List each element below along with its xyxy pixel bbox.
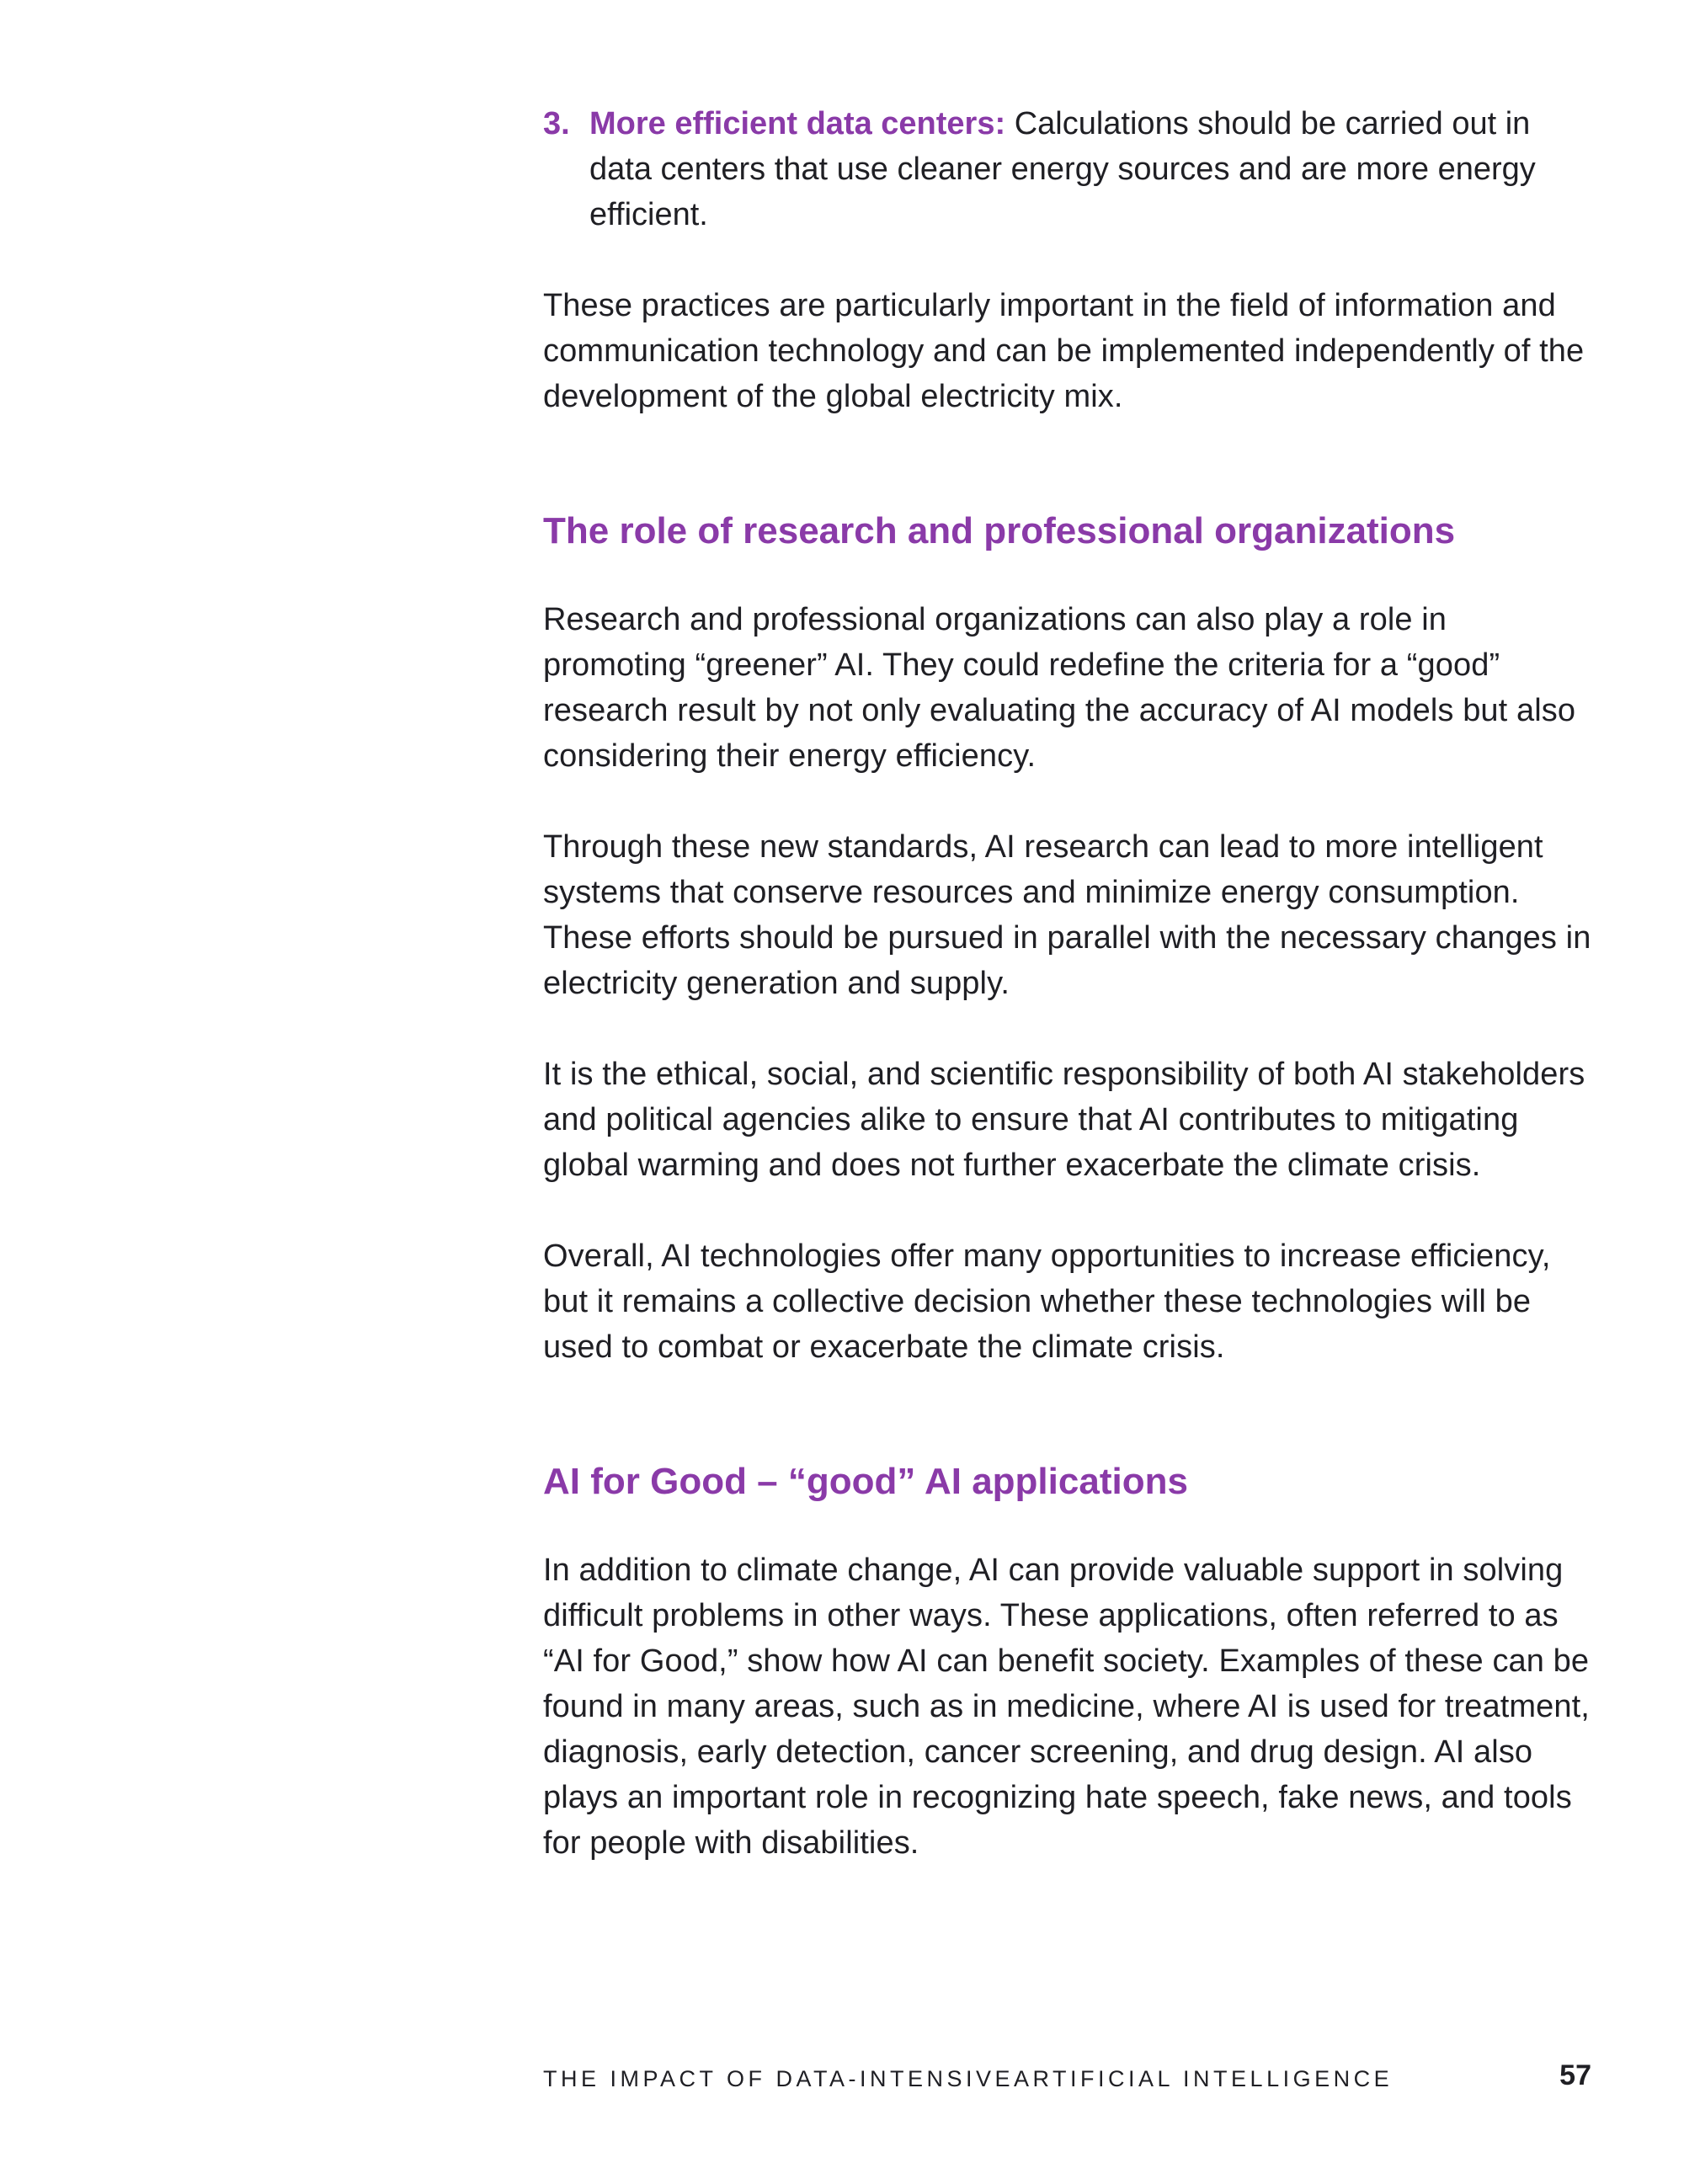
paragraph-ict-practices: These practices are particularly important in the field of information and communication technology and can be implemented independently of the development of the global electricity mix. xyxy=(543,288,1585,414)
paragraph-research-orgs: Research and professional organizations can also play a role in promoting “greener” AI. They could redefine the criteria for a “good” research result by not only evaluating the accuracy of AI models but also considering their energy efficiency. xyxy=(543,602,1576,774)
list-item-data-centers xyxy=(543,101,1591,237)
list-text: Calculations should be carried out in data centers that use cleaner energy sources and are more energy efficient. xyxy=(589,106,1536,232)
paragraph-ai-for-good: In addition to climate change, AI can provide valuable support in solving difficult problems in other ways. These applications, often referred to as “AI for Good,” show how AI can benefit society. Examples of these can be found in many areas, such as in medicine, where AI is used for treatment, diagnosis, early detection, cancer screening, and drug design. AI also plays an important role in recognizing hate speech, fake news, and tools for people with disabilities. xyxy=(543,1553,1590,1861)
section-heading-ai-for-good: AI for Good – “good” AI applications xyxy=(543,1461,1188,1502)
paragraph-responsibility: It is the ethical, social, and scientific responsibility of both AI stakeholders and political agencies alike to ensure that AI contributes to mitigating global warming and does not further exacerbate the climate crisis. xyxy=(543,1057,1585,1183)
page-footer xyxy=(543,2059,1591,2096)
running-title: THE IMPACT OF DATA-INTENSIVEARTIFICIAL INTELLIGENCE xyxy=(543,2066,1394,2091)
list-number: 3. xyxy=(543,106,570,141)
paragraph-new-standards: Through these new standards, AI research can lead to more intelligent systems that conserve resources and minimize energy consumption. These efforts should be pursued in parallel with the necessary changes in electricity generation and supply. xyxy=(543,829,1591,1001)
list-lead: More efficient data centers: xyxy=(589,106,1006,141)
section-heading-research: The role of research and professional organizations xyxy=(543,510,1456,551)
paragraph-overall: Overall, AI technologies offer many opportunities to increase efficiency, but it remains a collective decision whether these technologies will be used to combat or exacerbate the climate crisis. xyxy=(543,1238,1551,1365)
page-number: 57 xyxy=(1559,2059,1591,2091)
page-content xyxy=(543,101,1591,1866)
